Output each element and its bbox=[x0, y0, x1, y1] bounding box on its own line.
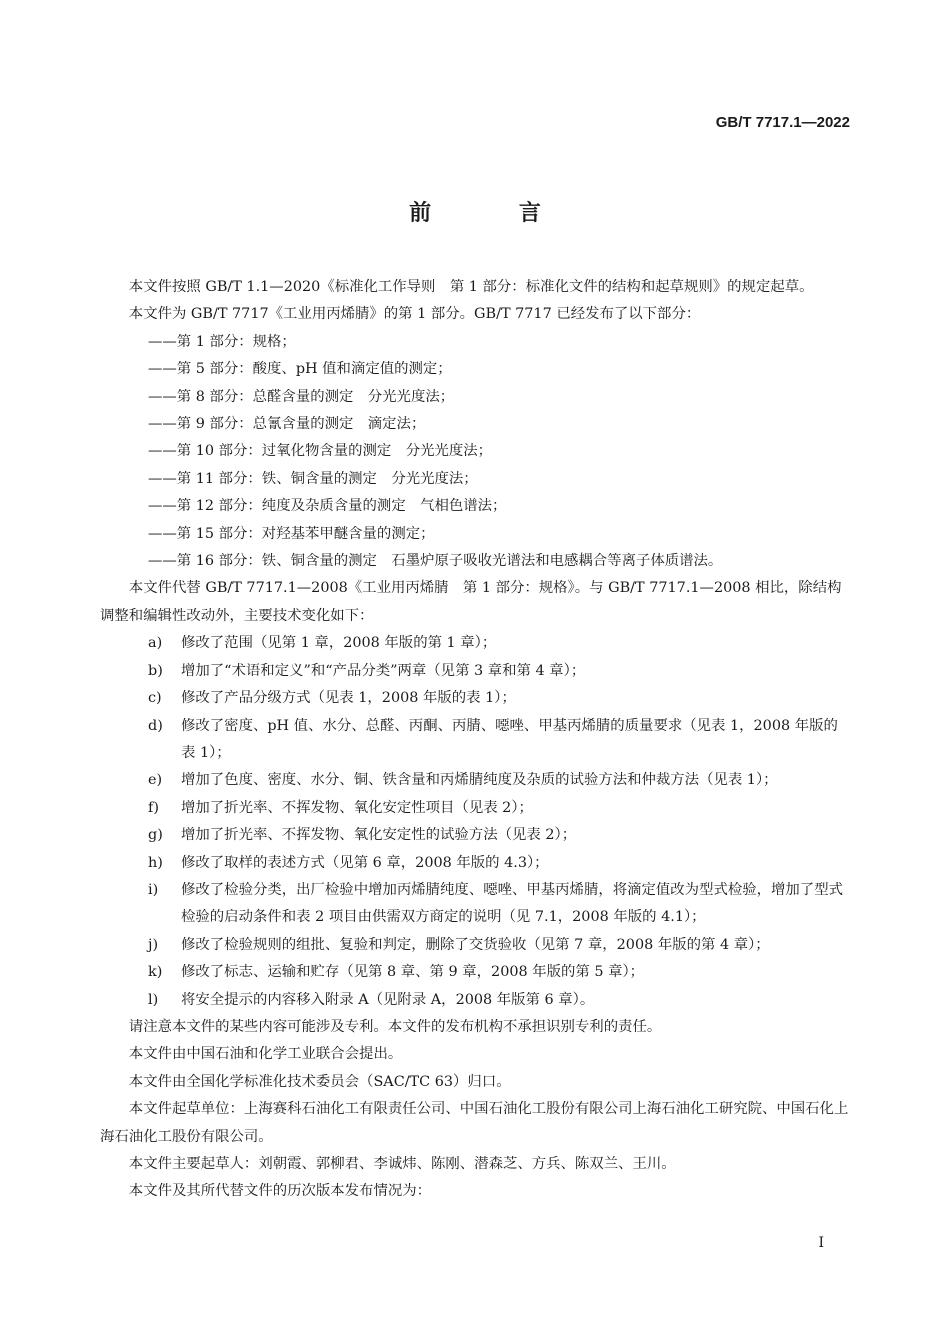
item-mark: b) bbox=[148, 662, 163, 679]
list-item bbox=[100, 685, 852, 712]
list-item: ——第 10 部分：过氧化物含量的测定 分光光度法； bbox=[148, 443, 493, 460]
list-item bbox=[100, 877, 852, 932]
item-text: 修改了密度、pH 值、水分、总醛、丙酮、丙腈、噁唑、甲基丙烯腈的质量要求（见表 1，2008 年版的表 1）； bbox=[181, 717, 838, 761]
list-item bbox=[100, 822, 852, 849]
list-item bbox=[100, 850, 852, 877]
list-item: ——第 12 部分：纯度及杂质含量的测定 气相色谱法； bbox=[148, 498, 507, 515]
list-item bbox=[100, 959, 852, 986]
list-item bbox=[100, 713, 852, 768]
item-mark: a) bbox=[148, 635, 163, 652]
drafters-paragraph: 本文件主要起草人：刘朝霞、郭柳君、李诚炜、陈刚、潜森芝、方兵、陈双兰、王川。 bbox=[128, 1156, 676, 1172]
parts-list bbox=[100, 329, 852, 576]
item-text: 修改了范围（见第 1 章，2008 年版的第 1 章）； bbox=[181, 635, 497, 652]
list-item bbox=[100, 987, 852, 1014]
item-mark: h) bbox=[148, 854, 163, 871]
item-mark: g) bbox=[148, 827, 163, 844]
item-mark: d) bbox=[148, 717, 163, 734]
list-item bbox=[100, 658, 852, 685]
item-text: 修改了标志、运输和贮存（见第 8 章、第 9 章，2008 年版的第 5 章）； bbox=[181, 964, 645, 981]
item-text: 增加了折光率、不挥发物、氧化安定性的试验方法（见表 2）； bbox=[181, 827, 577, 844]
page-title: 前 言 bbox=[409, 201, 581, 226]
item-text: 修改了产品分级方式（见表 1，2008 年版的表 1）； bbox=[181, 690, 516, 707]
item-mark: c) bbox=[148, 690, 162, 707]
proposer-paragraph: 本文件由中国石油和化学工业联合会提出。 bbox=[128, 1046, 403, 1063]
document-body bbox=[100, 274, 852, 1206]
item-mark: e) bbox=[148, 772, 163, 789]
item-mark: k) bbox=[148, 964, 163, 981]
page-number: I bbox=[818, 1235, 824, 1251]
list-item bbox=[100, 932, 852, 959]
list-item: ——第 9 部分：总氰含量的测定 滴定法； bbox=[148, 416, 426, 433]
history-paragraph: 本文件及其所代替文件的历次版本发布情况为： bbox=[128, 1183, 432, 1200]
item-text: 增加了折光率、不挥发物、氧化安定性项目（见表 2）； bbox=[181, 799, 533, 816]
list-item: ——第 16 部分：铁、铜含量的测定 石墨炉原子吸收光谱法和电感耦合等离子体质谱法。 bbox=[148, 553, 723, 570]
list-item: ——第 15 部分：对羟基苯甲醚含量的测定； bbox=[148, 525, 435, 542]
committee-paragraph: 本文件由全国化学标准化技术委员会（SAC/TC 63）归口。 bbox=[128, 1073, 511, 1090]
item-mark: i) bbox=[148, 881, 159, 898]
item-text: 增加了色度、密度、水分、铜、铁含量和丙烯腈纯度及杂质的试验方法和仲裁方法（见表 1）； bbox=[181, 772, 778, 789]
list-item bbox=[100, 630, 852, 657]
item-mark: f) bbox=[148, 799, 159, 816]
list-item: ——第 5 部分：酸度、pH 值和滴定值的测定； bbox=[148, 361, 452, 378]
list-item: ——第 1 部分：规格； bbox=[148, 333, 296, 350]
list-item: ——第 11 部分：铁、铜含量的测定 分光光度法； bbox=[148, 470, 478, 487]
item-text: 增加了“术语和定义”和“产品分类”两章（见第 3 章和第 4 章）； bbox=[181, 662, 586, 679]
list-item bbox=[100, 795, 852, 822]
standard-number: GB/T 7717.1—2022 bbox=[715, 114, 850, 131]
changes-list bbox=[100, 630, 852, 1014]
intro-paragraph-2: 本文件为 GB/T 7717《工业用丙烯腈》的第 1 部分。GB/T 7717 已经发布了以下部分： bbox=[128, 306, 701, 323]
drafting-units-paragraph: 本文件起草单位：上海赛科石油化工有限责任公司、中国石油化工股份有限公司上海石油化工研究院、中国石化上海石油化工股份有限公司。 bbox=[100, 1101, 849, 1145]
patent-notice: 请注意本文件的某些内容可能涉及专利。本文件的发布机构不承担识别专利的责任。 bbox=[128, 1018, 662, 1035]
item-text: 修改了检验分类，出厂检验中增加丙烯腈纯度、噁唑、甲基丙烯腈，将滴定值改为型式检验，增加了型式检验的启动条件和表 2 项目由供需双方商定的说明（见 7.1，2008 年版的 4.1）； bbox=[181, 881, 843, 926]
list-item: ——第 8 部分：总醛含量的测定 分光光度法； bbox=[148, 388, 455, 405]
intro-paragraph-1: 本文件按照 GB/T 1.1—2020《标准化工作导则 第 1 部分：标准化文件的结构和起草规则》的规定起草。 bbox=[128, 279, 814, 295]
replace-paragraph: 本文件代替 GB/T 7717.1—2008《工业用丙烯腈 第 1 部分：规格》。与 GB/T 7717.1—2008 相比，除结构调整和编辑性改动外，主要技术变化如下： bbox=[100, 580, 842, 624]
list-item bbox=[100, 767, 852, 794]
item-text: 将安全提示的内容移入附录 A（见附录 A，2008 年版第 6 章）。 bbox=[181, 991, 595, 1008]
item-text: 修改了取样的表述方式（见第 6 章，2008 年版的 4.3）； bbox=[181, 854, 549, 871]
item-mark: l) bbox=[148, 991, 159, 1008]
item-mark: j) bbox=[148, 936, 159, 953]
item-text: 修改了检验规则的组批、复验和判定，删除了交货验收（见第 7 章，2008 年版的第 4 章）； bbox=[181, 936, 770, 953]
